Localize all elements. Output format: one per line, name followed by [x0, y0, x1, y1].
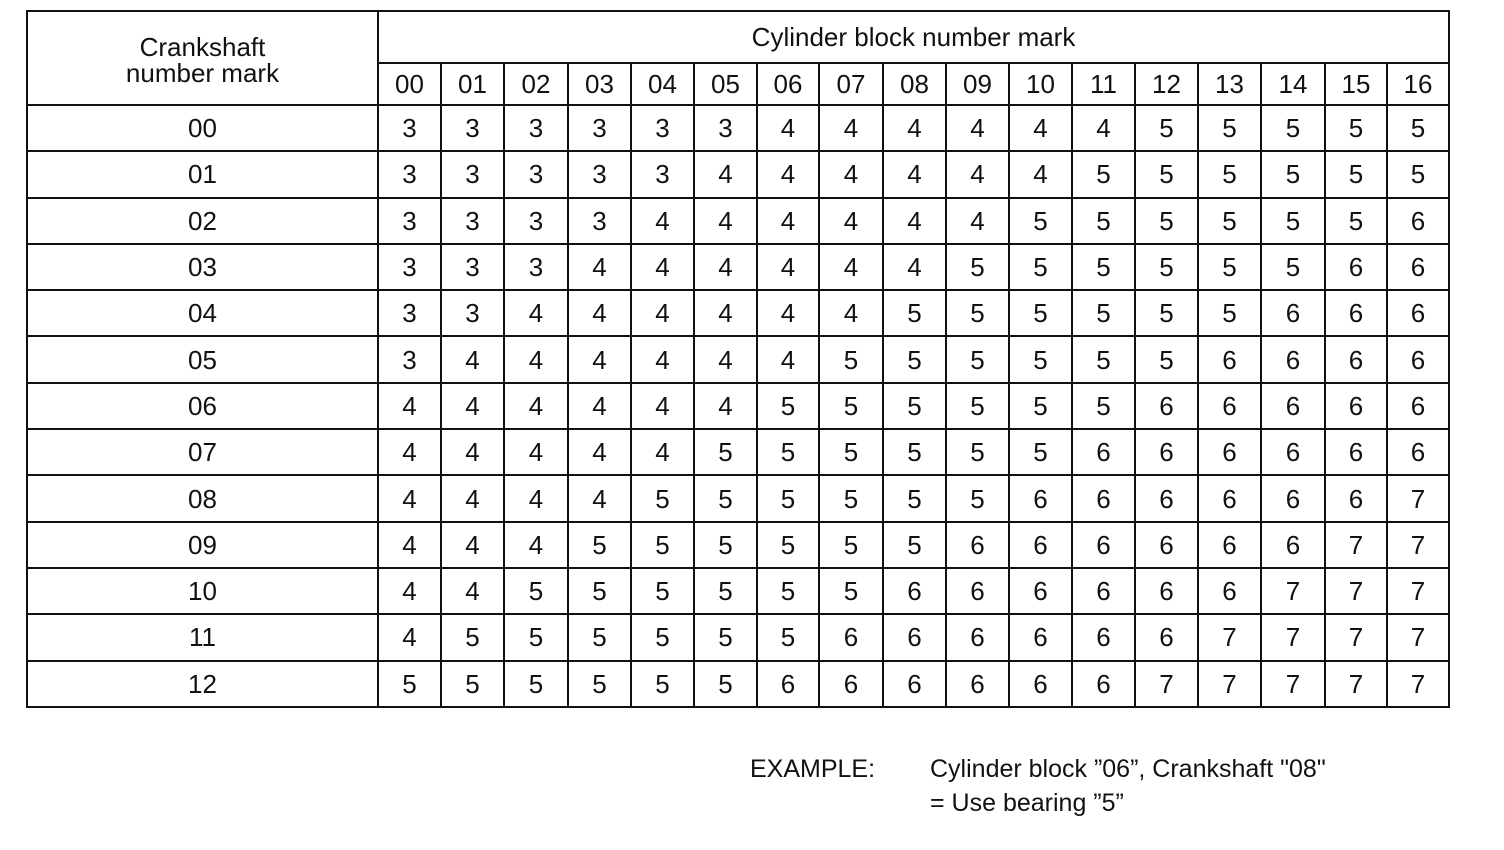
bearing-cell: 5	[946, 244, 1009, 290]
bearing-cell: 6	[1135, 522, 1198, 568]
bearing-cell: 4	[568, 244, 631, 290]
bearing-cell: 4	[568, 475, 631, 521]
bearing-cell: 4	[694, 151, 757, 197]
bearing-cell: 6	[883, 614, 946, 660]
bearing-cell: 4	[694, 336, 757, 382]
bearing-cell: 3	[568, 198, 631, 244]
bearing-cell: 3	[378, 244, 441, 290]
bearing-cell: 5	[757, 475, 819, 521]
bearing-cell: 4	[1009, 151, 1072, 197]
bearing-cell: 5	[1198, 198, 1261, 244]
bearing-cell: 5	[883, 475, 946, 521]
bearing-cell: 7	[1325, 661, 1387, 707]
bearing-cell: 4	[441, 568, 504, 614]
row-header-03: 03	[27, 244, 378, 290]
bearing-cell: 5	[568, 614, 631, 660]
column-header-01: 01	[441, 63, 504, 105]
bearing-cell: 4	[694, 290, 757, 336]
bearing-cell: 5	[819, 475, 883, 521]
bearing-cell: 3	[631, 105, 694, 151]
bearing-cell: 5	[1198, 290, 1261, 336]
bearing-cell: 4	[568, 429, 631, 475]
bearing-cell: 5	[1198, 244, 1261, 290]
bearing-cell: 5	[819, 522, 883, 568]
bearing-cell: 6	[757, 661, 819, 707]
bearing-cell: 4	[757, 198, 819, 244]
bearing-cell: 5	[819, 336, 883, 382]
bearing-cell: 5	[1072, 336, 1135, 382]
bearing-cell: 5	[1072, 244, 1135, 290]
bearing-cell: 3	[504, 105, 568, 151]
table-row	[27, 336, 1449, 382]
bearing-cell: 4	[441, 383, 504, 429]
bearing-cell: 6	[1325, 336, 1387, 382]
table-row	[27, 522, 1449, 568]
bearing-cell: 4	[504, 475, 568, 521]
bearing-cell: 4	[378, 383, 441, 429]
bearing-cell: 3	[504, 244, 568, 290]
column-header-10: 10	[1009, 63, 1072, 105]
bearing-cell: 5	[631, 475, 694, 521]
bearing-cell: 3	[441, 198, 504, 244]
bearing-cell: 5	[883, 383, 946, 429]
bearing-cell: 6	[1325, 290, 1387, 336]
bearing-cell: 5	[757, 429, 819, 475]
bearing-cell: 5	[946, 290, 1009, 336]
bearing-cell: 5	[1325, 151, 1387, 197]
bearing-cell: 6	[1387, 383, 1449, 429]
bearing-cell: 6	[1135, 429, 1198, 475]
bearing-cell: 6	[1135, 614, 1198, 660]
bearing-cell: 5	[1135, 244, 1198, 290]
bearing-cell: 5	[1198, 105, 1261, 151]
bearing-cell: 4	[1009, 105, 1072, 151]
table-row	[27, 105, 1449, 151]
bearing-cell: 6	[1325, 475, 1387, 521]
bearing-cell: 6	[1387, 244, 1449, 290]
row-header-08: 08	[27, 475, 378, 521]
bearing-cell: 3	[378, 105, 441, 151]
row-header-06: 06	[27, 383, 378, 429]
bearing-cell: 5	[1009, 244, 1072, 290]
table-row	[27, 244, 1449, 290]
table-row	[27, 475, 1449, 521]
bearing-cell: 6	[946, 522, 1009, 568]
row-header-09: 09	[27, 522, 378, 568]
bearing-cell: 4	[757, 105, 819, 151]
bearing-cell: 6	[1009, 522, 1072, 568]
bearing-cell: 5	[631, 661, 694, 707]
bearing-cell: 5	[694, 475, 757, 521]
bearing-cell: 4	[504, 336, 568, 382]
bearing-cell: 6	[1072, 475, 1135, 521]
crankshaft-number-mark-header	[27, 11, 378, 105]
example-label: EXAMPLE:	[750, 755, 876, 783]
bearing-cell: 5	[378, 661, 441, 707]
bearing-cell: 5	[631, 614, 694, 660]
bearing-cell: 5	[1072, 383, 1135, 429]
bearing-cell: 6	[1387, 198, 1449, 244]
column-header-05: 05	[694, 63, 757, 105]
bearing-cell: 7	[1198, 661, 1261, 707]
bearing-cell: 5	[1135, 198, 1198, 244]
bearing-cell: 7	[1387, 661, 1449, 707]
bearing-cell: 4	[883, 105, 946, 151]
bearing-cell: 6	[1198, 475, 1261, 521]
row-header-07: 07	[27, 429, 378, 475]
table-row	[27, 383, 1449, 429]
bearing-cell: 4	[757, 290, 819, 336]
bearing-cell: 3	[631, 151, 694, 197]
bearing-cell: 4	[946, 105, 1009, 151]
bearing-cell: 3	[568, 151, 631, 197]
bearing-cell: 5	[1261, 151, 1325, 197]
bearing-cell: 4	[819, 198, 883, 244]
bearing-cell: 5	[568, 568, 631, 614]
bearing-selection-table	[26, 10, 1450, 708]
bearing-cell: 4	[819, 290, 883, 336]
bearing-cell: 6	[1261, 429, 1325, 475]
bearing-cell: 5	[883, 429, 946, 475]
column-header-12: 12	[1135, 63, 1198, 105]
bearing-cell: 6	[883, 568, 946, 614]
bearing-cell: 5	[1261, 244, 1325, 290]
bearing-cell: 5	[1135, 105, 1198, 151]
column-header-06: 06	[757, 63, 819, 105]
bearing-cell: 5	[694, 614, 757, 660]
bearing-cell: 4	[694, 198, 757, 244]
bearing-cell: 5	[946, 429, 1009, 475]
bearing-cell: 5	[819, 429, 883, 475]
bearing-cell: 5	[504, 614, 568, 660]
bearing-cell: 5	[1387, 151, 1449, 197]
bearing-cell: 6	[819, 661, 883, 707]
bearing-cell: 6	[1325, 244, 1387, 290]
table-row	[27, 151, 1449, 197]
bearing-cell: 5	[1009, 290, 1072, 336]
bearing-cell: 4	[631, 429, 694, 475]
row-header-10: 10	[27, 568, 378, 614]
bearing-cell: 7	[1261, 568, 1325, 614]
bearing-cell: 5	[504, 568, 568, 614]
bearing-cell: 3	[378, 151, 441, 197]
bearing-cell: 4	[631, 244, 694, 290]
bearing-cell: 3	[441, 105, 504, 151]
bearing-cell: 6	[1009, 661, 1072, 707]
bearing-cell: 6	[1009, 475, 1072, 521]
bearing-cell: 7	[1387, 568, 1449, 614]
bearing-cell: 3	[694, 105, 757, 151]
bearing-cell: 6	[946, 614, 1009, 660]
bearing-cell: 5	[568, 661, 631, 707]
row-header-05: 05	[27, 336, 378, 382]
bearing-cell: 4	[694, 383, 757, 429]
column-header-15: 15	[1325, 63, 1387, 105]
bearing-cell: 4	[631, 336, 694, 382]
bearing-cell: 5	[883, 290, 946, 336]
column-header-00: 00	[378, 63, 441, 105]
bearing-cell: 6	[1261, 290, 1325, 336]
bearing-cell: 3	[441, 151, 504, 197]
bearing-cell: 4	[441, 336, 504, 382]
bearing-cell: 4	[378, 522, 441, 568]
bearing-cell: 4	[378, 568, 441, 614]
column-header-04: 04	[631, 63, 694, 105]
bearing-cell: 6	[1325, 429, 1387, 475]
bearing-cell: 5	[1261, 105, 1325, 151]
row-header-01: 01	[27, 151, 378, 197]
example-line-2: = Use bearing ”5”	[930, 789, 1124, 817]
bearing-selection-table-container	[26, 10, 1450, 708]
bearing-cell: 5	[1009, 383, 1072, 429]
bearing-cell: 3	[504, 151, 568, 197]
bearing-cell: 5	[568, 522, 631, 568]
bearing-cell: 5	[694, 661, 757, 707]
bearing-cell: 6	[1072, 429, 1135, 475]
bearing-cell: 6	[819, 614, 883, 660]
bearing-cell: 6	[1198, 429, 1261, 475]
bearing-cell: 6	[1072, 614, 1135, 660]
bearing-cell: 6	[1387, 290, 1449, 336]
corner-header-line1: Crankshaft	[139, 32, 266, 62]
table-row	[27, 568, 1449, 614]
bearing-cell: 4	[883, 151, 946, 197]
bearing-cell: 4	[504, 522, 568, 568]
bearing-cell: 4	[378, 475, 441, 521]
bearing-cell: 4	[694, 244, 757, 290]
bearing-cell: 4	[568, 290, 631, 336]
bearing-cell: 4	[757, 336, 819, 382]
bearing-cell: 3	[378, 198, 441, 244]
column-header-03: 03	[568, 63, 631, 105]
bearing-cell: 4	[946, 198, 1009, 244]
bearing-cell: 5	[631, 568, 694, 614]
bearing-cell: 7	[1325, 568, 1387, 614]
bearing-cell: 6	[1072, 661, 1135, 707]
bearing-cell: 4	[819, 244, 883, 290]
bearing-cell: 4	[504, 383, 568, 429]
bearing-cell: 5	[819, 568, 883, 614]
bearing-cell: 5	[1009, 429, 1072, 475]
bearing-cell: 5	[694, 522, 757, 568]
bearing-cell: 6	[1261, 336, 1325, 382]
bearing-cell: 6	[1135, 568, 1198, 614]
column-header-16: 16	[1387, 63, 1449, 105]
bearing-cell: 5	[883, 336, 946, 382]
column-header-08: 08	[883, 63, 946, 105]
bearing-cell: 4	[819, 105, 883, 151]
bearing-cell: 4	[504, 429, 568, 475]
bearing-cell: 5	[1135, 151, 1198, 197]
bearing-cell: 6	[1325, 383, 1387, 429]
column-header-14: 14	[1261, 63, 1325, 105]
bearing-cell: 5	[1325, 198, 1387, 244]
bearing-cell: 7	[1387, 614, 1449, 660]
column-header-11: 11	[1072, 63, 1135, 105]
bearing-cell: 4	[631, 198, 694, 244]
bearing-cell: 6	[946, 568, 1009, 614]
bearing-cell: 5	[757, 522, 819, 568]
bearing-cell: 6	[1387, 429, 1449, 475]
bearing-cell: 5	[757, 568, 819, 614]
bearing-cell: 5	[1072, 151, 1135, 197]
bearing-cell: 4	[883, 244, 946, 290]
row-header-00: 00	[27, 105, 378, 151]
column-header-02: 02	[504, 63, 568, 105]
bearing-cell: 6	[1198, 522, 1261, 568]
bearing-cell: 6	[1261, 383, 1325, 429]
bearing-cell: 6	[1072, 568, 1135, 614]
corner-header-line2: number mark	[125, 58, 280, 88]
bearing-cell: 3	[568, 105, 631, 151]
bearing-cell: 7	[1261, 614, 1325, 660]
bearing-cell: 5	[1009, 336, 1072, 382]
bearing-cell: 3	[378, 336, 441, 382]
bearing-cell: 6	[1135, 475, 1198, 521]
example-text	[930, 752, 1326, 820]
bearing-cell: 7	[1261, 661, 1325, 707]
bearing-cell: 7	[1325, 614, 1387, 660]
bearing-cell: 4	[631, 290, 694, 336]
bearing-cell: 6	[1009, 568, 1072, 614]
row-header-11: 11	[27, 614, 378, 660]
bearing-cell: 6	[1072, 522, 1135, 568]
column-header-07: 07	[819, 63, 883, 105]
bearing-cell: 4	[378, 429, 441, 475]
bearing-cell: 6	[1198, 336, 1261, 382]
bearing-cell: 6	[1261, 475, 1325, 521]
bearing-cell: 3	[441, 244, 504, 290]
bearing-cell: 5	[441, 661, 504, 707]
bearing-cell: 4	[504, 290, 568, 336]
bearing-cell: 3	[504, 198, 568, 244]
bearing-cell: 5	[694, 568, 757, 614]
bearing-cell: 6	[883, 661, 946, 707]
bearing-cell: 5	[757, 614, 819, 660]
cylinder-block-number-mark-header: Cylinder block number mark	[378, 11, 1449, 63]
bearing-cell: 4	[568, 383, 631, 429]
bearing-cell: 4	[883, 198, 946, 244]
bearing-cell: 7	[1325, 522, 1387, 568]
bearing-cell: 4	[441, 522, 504, 568]
bearing-cell: 7	[1135, 661, 1198, 707]
example-line-1: Cylinder block ”06”, Crankshaft "08"	[930, 755, 1326, 783]
column-header-09: 09	[946, 63, 1009, 105]
bearing-cell: 4	[819, 151, 883, 197]
bearing-cell: 5	[1135, 336, 1198, 382]
table-row	[27, 290, 1449, 336]
bearing-cell: 5	[441, 614, 504, 660]
bearing-cell: 5	[1072, 290, 1135, 336]
bearing-cell: 6	[946, 661, 1009, 707]
column-header-13: 13	[1198, 63, 1261, 105]
table-body	[27, 105, 1449, 707]
bearing-cell: 5	[1325, 105, 1387, 151]
bearing-cell: 4	[757, 151, 819, 197]
bearing-cell: 6	[1009, 614, 1072, 660]
bearing-cell: 5	[946, 475, 1009, 521]
row-header-02: 02	[27, 198, 378, 244]
bearing-cell: 6	[1261, 522, 1325, 568]
bearing-cell: 4	[946, 151, 1009, 197]
bearing-cell: 4	[1072, 105, 1135, 151]
bearing-cell: 5	[1261, 198, 1325, 244]
bearing-cell: 6	[1387, 336, 1449, 382]
bearing-cell: 7	[1387, 522, 1449, 568]
bearing-cell: 5	[1072, 198, 1135, 244]
bearing-cell: 4	[441, 475, 504, 521]
bearing-cell: 5	[1135, 290, 1198, 336]
bearing-cell: 7	[1387, 475, 1449, 521]
bearing-cell: 5	[1198, 151, 1261, 197]
bearing-cell: 6	[1135, 383, 1198, 429]
bearing-cell: 6	[1198, 383, 1261, 429]
bearing-cell: 4	[568, 336, 631, 382]
bearing-cell: 5	[504, 661, 568, 707]
bearing-cell: 5	[946, 383, 1009, 429]
bearing-cell: 5	[694, 429, 757, 475]
bearing-cell: 5	[819, 383, 883, 429]
bearing-cell: 4	[378, 614, 441, 660]
row-header-12: 12	[27, 661, 378, 707]
table-row	[27, 661, 1449, 707]
bearing-cell: 5	[1009, 198, 1072, 244]
bearing-cell: 5	[946, 336, 1009, 382]
bearing-cell: 5	[1387, 105, 1449, 151]
bearing-cell: 4	[631, 383, 694, 429]
bearing-cell: 3	[378, 290, 441, 336]
bearing-cell: 6	[1198, 568, 1261, 614]
table-row	[27, 614, 1449, 660]
bearing-cell: 5	[757, 383, 819, 429]
row-header-04: 04	[27, 290, 378, 336]
bearing-cell: 4	[441, 429, 504, 475]
bearing-cell: 4	[757, 244, 819, 290]
table-row	[27, 198, 1449, 244]
table-row	[27, 429, 1449, 475]
bearing-cell: 5	[883, 522, 946, 568]
bearing-cell: 3	[441, 290, 504, 336]
bearing-cell: 7	[1198, 614, 1261, 660]
bearing-cell: 5	[631, 522, 694, 568]
